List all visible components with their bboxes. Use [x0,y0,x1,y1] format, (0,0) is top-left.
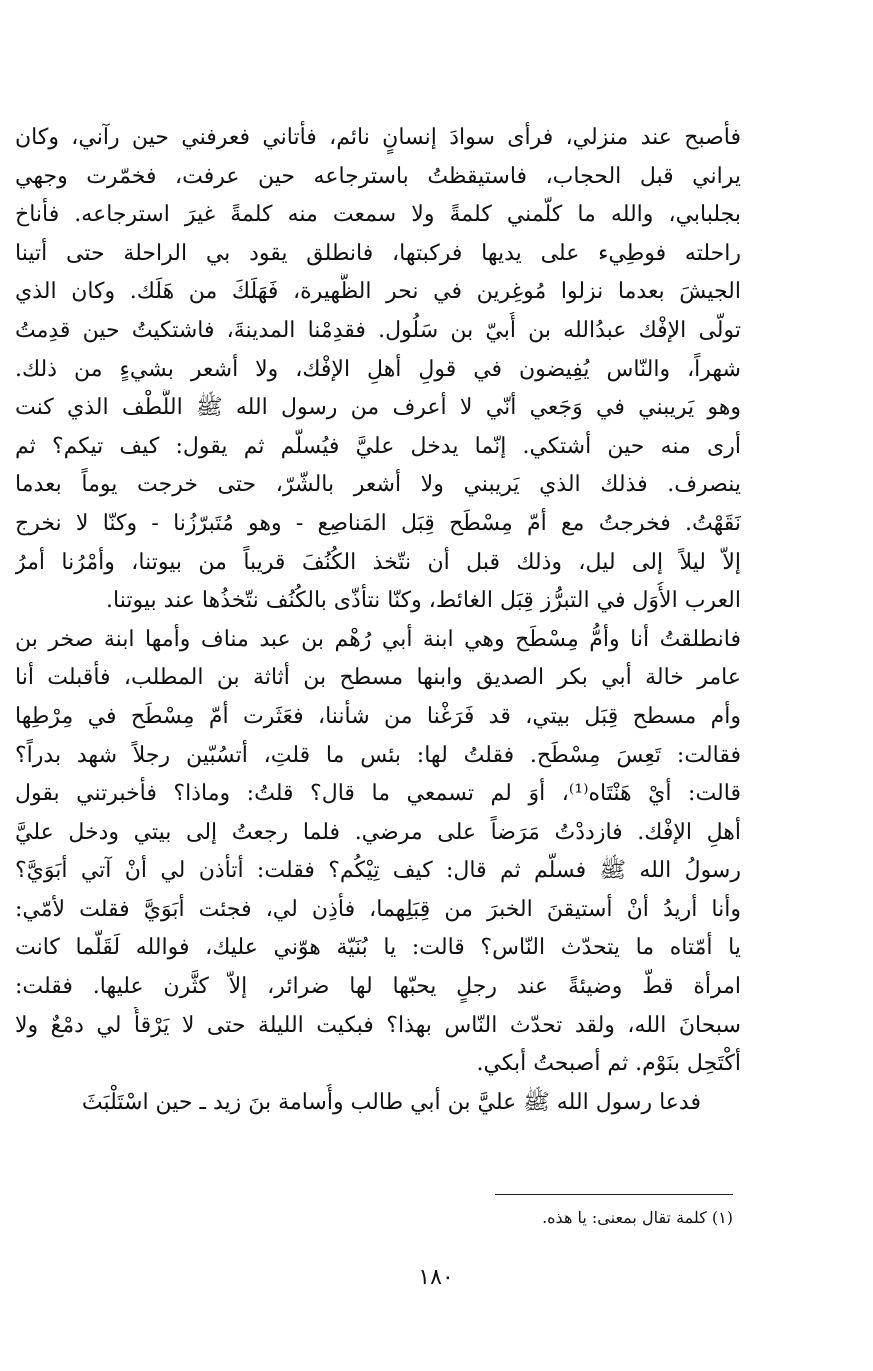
text-line: وهو يَريبني في وَجَعي أنّي لا أعرف من رسول الله ﷺ اللُّطْف الذي كنت [15,395,741,421]
text-line: يراني قبل الحجاب، فاستيقظتُ باسترجاعه حين عرفت، فخمّرت وجهي [15,163,741,189]
text-line: نَقَهْتُ. فخرجتُ مع أمّ مِسْطَح قِبَل المَناصِع - وهو مُتَبرّزُنا - وكنّا لا نخرج [15,510,741,536]
text-line: راحلته فوطِيء على يديها فركبتها، فانطلق يقود بي الراحلة حتى أتينا [15,240,741,266]
body-text [15,119,741,1122]
text-line: سبحانَ الله، ولقد تحدّث النّاس بهذا؟ فبكيت الليلة حتى لا يَرْقأُ لي دمْعٌ ولا [15,1012,741,1038]
text-line: امرأة قطّ وضيئةً عند رجلٍ يحبّها لها ضرائر، إلاّ كثَّرن عليها. فقلت: [15,974,741,1000]
text-line: ينصرف. فذلك الذي يَريبني ولا أشعر بالشّرّ، حتى خرجت يوماً بعدما [15,472,741,498]
text-line: فدعا رسول الله ﷺ عليَّ بن أبي طالب وأُسامة بنَ زيد ـ حين اسْتَلْبَثَ [81,1089,701,1115]
text-line: الجيشَ بعدما نزلوا مُوغِرين في نحر الظَّهيرة، فَهَلَكَ من هَلَك. وكان الذي [15,279,741,305]
text-line: قالت: أيْ هَنْتَاه⁽¹⁾، أوَ لم تسمعي ما قال؟ قلتُ: وماذا؟ فأخبرتني بقول [15,781,741,807]
text-line: أرى منه حين أشتكي. إنّما يدخل عليَّ فيُسلّم ثم يقول: كيف تيكم؟ ثم [15,433,741,459]
text-line: العرب الأُوَل في التبرُّز قِبَل الغائط، وكنّا نتأذّى بالكُنُف نتّخذُها عند بيوتنا. [106,588,741,614]
text-line: إلاّ ليلاً إلى ليل، وذلك قبل أن نتّخذ الكُنُفَ قريباً من بيوتنا، وأمْرُنا أمرُ [15,549,741,575]
text-line: وأنا أريدُ أنْ أستيقنَ الخبرَ من قِبَلِهما، فأذِن لي، فجئت أبَوَيَّ فقلت لأمّي: [15,896,741,922]
text-line: عامر خالة أبي بكر الصديق وابنها مسطح بن أثاثة بن المطلب، فأقبلت أنا [15,665,741,691]
footnote: (١) كلمة تقال بمعنى: يا هذه. [542,1208,733,1227]
text-line: فأصبح عند منزلي، فرأى سوادَ إنسانٍ نائم، فأتاني فعرفني حين رآني، وكان [15,125,741,150]
text-line: أكْتَحِل بنَوْم. ثم أصبحتُ أبكي. [476,1051,741,1077]
text-line: بجلبابي، والله ما كلّمني كلمةً ولا سمعت منه كلمةً غيرَ استرجاعه. فأناخ [15,202,741,228]
footnote-separator [495,1194,733,1195]
text-line: رسولُ الله ﷺ فسلّم ثم قال: كيف تِيْكُم؟ فقلت: أتأذن لي أنْ آتي أبَوَيَّ؟ [15,858,741,884]
text-line: شهراً، والنّاس يُفِيضون في قولِ أهلِ الإفْك، ولا أشعر بشيءٍ من ذلك. [15,356,741,382]
text-line: فانطلقتُ أنا وأمُّ مِسْطَح وهي ابنة أبي رُهْم بن عبد مناف وأمها ابنة صخر بن [15,626,741,652]
text-line: أهلِ الإفْك. فازددْتُ مَرَضاً على مرضي. فلما رجعتُ إلى بيتي ودخل عليَّ [15,819,741,845]
page-number: ١٨٠ [418,1265,454,1290]
text-line: يا أمّتاه ما يتحدّث النّاس؟ قالت: يا بُنَيّة هوّني عليك، فوالله لَقَلّما كانت [15,935,741,961]
text-line: فقالت: تَعِسَ مِسْطَح. فقلتُ لها: بئس ما قلتِ، أتسُبّين رجلاً شهد بدراً؟ [15,742,741,768]
text-line: تولّى الإفْك عبدُالله بن أُبيّ بن سَلُول. فقدِمْنا المدينةَ، فاشتكيتُ حين قدِمتُ [15,317,741,343]
text-line: وأم مسطح قِبَل بيتي، قد فَرَغْنا من شأننا، فعَثَرت أمّ مِسْطَح في مِرْطِها [15,703,741,729]
